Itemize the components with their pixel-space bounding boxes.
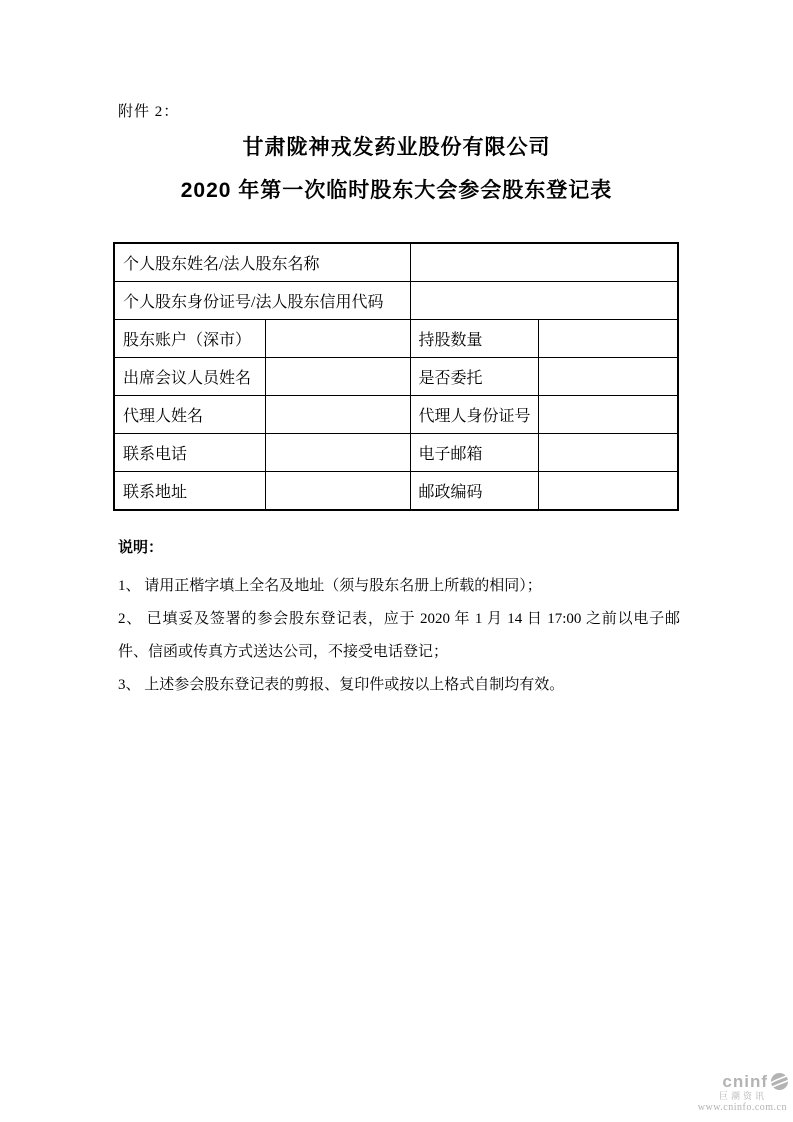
note-item: 3、 上述参会股东登记表的剪报、复印件或按以上格式自制均有效。	[118, 677, 565, 693]
table-row	[114, 396, 678, 434]
company-title: 甘肃陇神戎发药业股份有限公司	[242, 136, 551, 159]
row-label: 持股数量	[410, 320, 538, 358]
row-label: 电子邮箱	[410, 434, 538, 472]
row-label: 联系电话	[114, 434, 266, 472]
row-label: 个人股东姓名/法人股东名称	[114, 243, 410, 282]
cninfo-watermark	[698, 1072, 789, 1113]
cninfo-swirl-icon	[770, 1072, 789, 1091]
row-value-cell	[538, 434, 678, 472]
row-value-cell	[538, 320, 678, 358]
row-label: 股东账户（深市）	[114, 320, 266, 358]
row-label: 代理人姓名	[114, 396, 266, 434]
table-row	[114, 243, 678, 282]
row-value-cell	[538, 358, 678, 396]
notes-heading: 说明：	[118, 539, 164, 556]
row-value-cell	[538, 472, 678, 511]
row-label: 代理人身份证号	[410, 396, 538, 434]
cninfo-chinese-name: 巨潮资讯	[718, 1091, 767, 1102]
row-label: 邮政编码	[410, 472, 538, 511]
table-row	[114, 320, 678, 358]
cninfo-brand-text: cninf	[722, 1071, 768, 1091]
table-row	[114, 434, 678, 472]
attachment-label: 附件 2：	[118, 104, 180, 120]
row-value-cell	[410, 282, 678, 320]
cninfo-url: www.cninfo.com.cn	[697, 1101, 787, 1113]
row-value-cell	[266, 358, 411, 396]
row-label: 联系地址	[114, 472, 266, 511]
note-item: 2、 已填妥及签署的参会股东登记表，应于 2020 年 1 月 14 日 17:00 之前以电子邮件、信函或传真方式送达公司，不接受电话登记；	[118, 611, 680, 660]
table-row	[114, 282, 678, 320]
row-label: 是否委托	[410, 358, 538, 396]
row-value-cell	[538, 396, 678, 434]
row-value-cell	[410, 243, 678, 282]
row-label: 个人股东身份证号/法人股东信用代码	[114, 282, 410, 320]
note-item: 1、 请用正楷字填上全名及地址（须与股东名册上所载的相同）；	[118, 578, 542, 594]
table-row	[114, 472, 678, 511]
row-value-cell	[266, 472, 411, 511]
row-value-cell	[266, 320, 411, 358]
row-value-cell	[266, 396, 411, 434]
notes-section	[118, 536, 680, 702]
shareholder-registration-table	[113, 242, 679, 511]
table-row	[114, 358, 678, 396]
row-label: 出席会议人员姓名	[114, 358, 266, 396]
meeting-title: 2020 年第一次临时股东大会参会股东登记表	[180, 179, 613, 202]
row-value-cell	[266, 434, 411, 472]
